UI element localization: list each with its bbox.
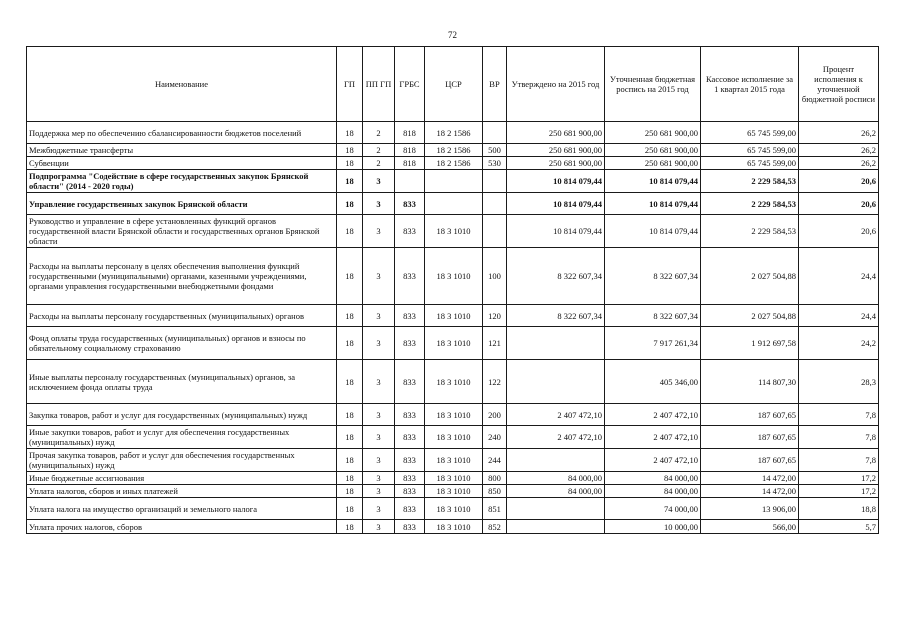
cell-csr: 18 3 1010 xyxy=(425,404,483,426)
cell-cash: 566,00 xyxy=(701,520,799,534)
cell-percent: 20,6 xyxy=(799,215,879,248)
cell-percent: 24,4 xyxy=(799,248,879,305)
table-body xyxy=(27,122,879,534)
cell-cash: 65 745 599,00 xyxy=(701,157,799,170)
cell-refined: 2 407 472,10 xyxy=(605,449,701,472)
cell-approved xyxy=(507,498,605,520)
cell-gp: 18 xyxy=(337,485,363,498)
cell-csr: 18 3 1010 xyxy=(425,248,483,305)
table-row xyxy=(27,305,879,327)
cell-vr xyxy=(483,215,507,248)
cell-csr: 18 3 1010 xyxy=(425,498,483,520)
cell-percent: 26,2 xyxy=(799,144,879,157)
cell-vr: 530 xyxy=(483,157,507,170)
cell-cash: 1 912 697,58 xyxy=(701,327,799,360)
col-gp-header: ГП xyxy=(337,47,363,122)
cell-ppgp: 3 xyxy=(363,426,395,449)
col-percent-header: Процент исполнения к уточненной бюджетной росписи xyxy=(799,47,879,122)
cell-approved: 84 000,00 xyxy=(507,472,605,485)
cell-ppgp: 3 xyxy=(363,193,395,215)
cell-approved: 250 681 900,00 xyxy=(507,144,605,157)
cell-csr xyxy=(425,170,483,193)
cell-percent: 7,8 xyxy=(799,426,879,449)
cell-csr: 18 3 1010 xyxy=(425,215,483,248)
cell-approved: 250 681 900,00 xyxy=(507,157,605,170)
cell-vr: 851 xyxy=(483,498,507,520)
cell-csr: 18 3 1010 xyxy=(425,520,483,534)
cell-approved xyxy=(507,449,605,472)
cell-name: Управление государственных закупок Брянской области xyxy=(27,193,337,215)
cell-approved: 2 407 472,10 xyxy=(507,404,605,426)
cell-ppgp: 3 xyxy=(363,472,395,485)
cell-grbs: 833 xyxy=(395,472,425,485)
cell-grbs: 833 xyxy=(395,404,425,426)
cell-refined: 250 681 900,00 xyxy=(605,157,701,170)
col-csr-header: ЦСР xyxy=(425,47,483,122)
cell-approved xyxy=(507,327,605,360)
cell-percent: 18,8 xyxy=(799,498,879,520)
cell-refined: 10 814 079,44 xyxy=(605,170,701,193)
cell-gp: 18 xyxy=(337,327,363,360)
cell-percent: 26,2 xyxy=(799,122,879,144)
cell-grbs: 833 xyxy=(395,520,425,534)
cell-ppgp: 3 xyxy=(363,449,395,472)
cell-vr: 800 xyxy=(483,472,507,485)
cell-vr: 240 xyxy=(483,426,507,449)
cell-grbs: 818 xyxy=(395,144,425,157)
cell-cash: 65 745 599,00 xyxy=(701,122,799,144)
cell-ppgp: 3 xyxy=(363,305,395,327)
cell-refined: 2 407 472,10 xyxy=(605,426,701,449)
cell-ppgp: 3 xyxy=(363,404,395,426)
cell-grbs: 818 xyxy=(395,157,425,170)
cell-refined: 84 000,00 xyxy=(605,472,701,485)
cell-vr: 500 xyxy=(483,144,507,157)
table-row xyxy=(27,404,879,426)
cell-ppgp: 3 xyxy=(363,485,395,498)
col-name-header: Наименование xyxy=(27,47,337,122)
cell-approved: 2 407 472,10 xyxy=(507,426,605,449)
cell-ppgp: 3 xyxy=(363,248,395,305)
cell-cash: 65 745 599,00 xyxy=(701,144,799,157)
cell-refined: 10 000,00 xyxy=(605,520,701,534)
cell-grbs: 833 xyxy=(395,305,425,327)
cell-gp: 18 xyxy=(337,360,363,404)
col-cash-header: Кассовое исполнение за 1 квартал 2015 года xyxy=(701,47,799,122)
cell-name: Фонд оплаты труда государственных (муниципальных) органов и взносы по обязательному социальному страхованию xyxy=(27,327,337,360)
cell-csr: 18 3 1010 xyxy=(425,426,483,449)
cell-csr: 18 3 1010 xyxy=(425,360,483,404)
table-row xyxy=(27,157,879,170)
table-row xyxy=(27,426,879,449)
cell-refined: 74 000,00 xyxy=(605,498,701,520)
table-row xyxy=(27,327,879,360)
cell-cash: 2 027 504,88 xyxy=(701,305,799,327)
cell-approved: 8 322 607,34 xyxy=(507,248,605,305)
cell-name: Уплата прочих налогов, сборов xyxy=(27,520,337,534)
header-row xyxy=(27,47,879,122)
cell-name: Поддержка мер по обеспечению сбалансированности бюджетов поселений xyxy=(27,122,337,144)
table-row xyxy=(27,144,879,157)
cell-name: Уплата налога на имущество организаций и земельного налога xyxy=(27,498,337,520)
cell-vr: 100 xyxy=(483,248,507,305)
col-refined-header: Уточненная бюджетная роспись на 2015 год xyxy=(605,47,701,122)
cell-vr: 852 xyxy=(483,520,507,534)
col-grbs-header: ГРБС xyxy=(395,47,425,122)
cell-name: Иные выплаты персоналу государственных (муниципальных) органов, за исключением фонда оплаты труда xyxy=(27,360,337,404)
table-row xyxy=(27,520,879,534)
cell-cash: 2 229 584,53 xyxy=(701,170,799,193)
cell-name: Субвенции xyxy=(27,157,337,170)
cell-csr: 18 3 1010 xyxy=(425,472,483,485)
cell-gp: 18 xyxy=(337,122,363,144)
cell-grbs: 833 xyxy=(395,360,425,404)
cell-percent: 20,6 xyxy=(799,193,879,215)
cell-vr: 244 xyxy=(483,449,507,472)
cell-approved xyxy=(507,360,605,404)
cell-grbs: 833 xyxy=(395,215,425,248)
cell-gp: 18 xyxy=(337,170,363,193)
cell-refined: 250 681 900,00 xyxy=(605,144,701,157)
table-row xyxy=(27,248,879,305)
col-approved-header: Утверждено на 2015 год xyxy=(507,47,605,122)
cell-gp: 18 xyxy=(337,449,363,472)
cell-percent: 24,4 xyxy=(799,305,879,327)
cell-vr: 122 xyxy=(483,360,507,404)
page-number: 72 xyxy=(448,30,457,40)
cell-ppgp: 2 xyxy=(363,144,395,157)
cell-ppgp: 3 xyxy=(363,170,395,193)
cell-percent: 5,7 xyxy=(799,520,879,534)
cell-cash: 13 906,00 xyxy=(701,498,799,520)
cell-grbs: 833 xyxy=(395,327,425,360)
table-row xyxy=(27,122,879,144)
cell-approved: 8 322 607,34 xyxy=(507,305,605,327)
cell-cash: 187 607,65 xyxy=(701,449,799,472)
cell-gp: 18 xyxy=(337,248,363,305)
cell-name: Уплата налогов, сборов и иных платежей xyxy=(27,485,337,498)
cell-grbs: 833 xyxy=(395,449,425,472)
cell-approved: 84 000,00 xyxy=(507,485,605,498)
cell-refined: 84 000,00 xyxy=(605,485,701,498)
cell-vr xyxy=(483,122,507,144)
cell-name: Руководство и управление в сфере установленных функций органов государственной власти Брянской области и государственных органов Брянской области xyxy=(27,215,337,248)
table-row xyxy=(27,215,879,248)
cell-csr: 18 2 1586 xyxy=(425,122,483,144)
cell-csr: 18 3 1010 xyxy=(425,485,483,498)
cell-name: Подпрограмма "Содействие в сфере государственных закупок Брянской области" (2014 - 2020 годы) xyxy=(27,170,337,193)
cell-ppgp: 3 xyxy=(363,498,395,520)
table-row xyxy=(27,485,879,498)
cell-refined: 7 917 261,34 xyxy=(605,327,701,360)
cell-name: Иные бюджетные ассигнования xyxy=(27,472,337,485)
cell-csr: 18 2 1586 xyxy=(425,157,483,170)
cell-ppgp: 2 xyxy=(363,157,395,170)
cell-ppgp: 3 xyxy=(363,520,395,534)
cell-gp: 18 xyxy=(337,157,363,170)
cell-gp: 18 xyxy=(337,498,363,520)
cell-grbs: 833 xyxy=(395,426,425,449)
cell-percent: 24,2 xyxy=(799,327,879,360)
cell-gp: 18 xyxy=(337,472,363,485)
cell-gp: 18 xyxy=(337,404,363,426)
cell-name: Иные закупки товаров, работ и услуг для обеспечения государственных (муниципальных) нужд xyxy=(27,426,337,449)
cell-refined: 250 681 900,00 xyxy=(605,122,701,144)
cell-vr: 200 xyxy=(483,404,507,426)
cell-vr: 121 xyxy=(483,327,507,360)
cell-csr: 18 3 1010 xyxy=(425,449,483,472)
cell-name: Закупка товаров, работ и услуг для государственных (муниципальных) нужд xyxy=(27,404,337,426)
cell-ppgp: 3 xyxy=(363,327,395,360)
cell-name: Прочая закупка товаров, работ и услуг для обеспечения государственных (муниципальных) нужд xyxy=(27,449,337,472)
cell-vr: 850 xyxy=(483,485,507,498)
cell-gp: 18 xyxy=(337,215,363,248)
cell-gp: 18 xyxy=(337,520,363,534)
cell-refined: 10 814 079,44 xyxy=(605,215,701,248)
cell-cash: 114 807,30 xyxy=(701,360,799,404)
cell-ppgp: 3 xyxy=(363,360,395,404)
cell-cash: 2 229 584,53 xyxy=(701,215,799,248)
col-ppgp-header: ПП ГП xyxy=(363,47,395,122)
cell-refined: 2 407 472,10 xyxy=(605,404,701,426)
cell-csr: 18 3 1010 xyxy=(425,327,483,360)
cell-refined: 8 322 607,34 xyxy=(605,305,701,327)
table-row xyxy=(27,498,879,520)
cell-grbs xyxy=(395,170,425,193)
cell-approved xyxy=(507,520,605,534)
cell-percent: 7,8 xyxy=(799,449,879,472)
cell-grbs: 833 xyxy=(395,193,425,215)
cell-ppgp: 2 xyxy=(363,122,395,144)
cell-gp: 18 xyxy=(337,144,363,157)
cell-cash: 187 607,65 xyxy=(701,404,799,426)
cell-grbs: 833 xyxy=(395,498,425,520)
cell-percent: 7,8 xyxy=(799,404,879,426)
cell-cash: 14 472,00 xyxy=(701,472,799,485)
cell-cash: 2 229 584,53 xyxy=(701,193,799,215)
cell-csr xyxy=(425,193,483,215)
cell-csr: 18 3 1010 xyxy=(425,305,483,327)
cell-cash: 187 607,65 xyxy=(701,426,799,449)
col-vr-header: ВР xyxy=(483,47,507,122)
cell-csr: 18 2 1586 xyxy=(425,144,483,157)
cell-percent: 26,2 xyxy=(799,157,879,170)
cell-cash: 2 027 504,88 xyxy=(701,248,799,305)
cell-approved: 10 814 079,44 xyxy=(507,170,605,193)
cell-percent: 28,3 xyxy=(799,360,879,404)
cell-gp: 18 xyxy=(337,426,363,449)
table-row xyxy=(27,170,879,193)
cell-vr xyxy=(483,170,507,193)
table-row xyxy=(27,193,879,215)
cell-grbs: 833 xyxy=(395,248,425,305)
cell-gp: 18 xyxy=(337,305,363,327)
cell-grbs: 818 xyxy=(395,122,425,144)
cell-ppgp: 3 xyxy=(363,215,395,248)
cell-refined: 405 346,00 xyxy=(605,360,701,404)
cell-percent: 17,2 xyxy=(799,472,879,485)
cell-name: Расходы на выплаты персоналу государственных (муниципальных) органов xyxy=(27,305,337,327)
cell-vr xyxy=(483,193,507,215)
cell-refined: 8 322 607,34 xyxy=(605,248,701,305)
budget-table xyxy=(26,46,879,534)
table-row xyxy=(27,449,879,472)
cell-name: Расходы на выплаты персоналу в целях обеспечения выполнения функций государственными (муниципальными) органами, казенными учреждениями, органами управления государственными внебюджетными фондами xyxy=(27,248,337,305)
cell-approved: 250 681 900,00 xyxy=(507,122,605,144)
cell-vr: 120 xyxy=(483,305,507,327)
cell-refined: 10 814 079,44 xyxy=(605,193,701,215)
cell-approved: 10 814 079,44 xyxy=(507,193,605,215)
table-row xyxy=(27,360,879,404)
cell-percent: 20,6 xyxy=(799,170,879,193)
cell-grbs: 833 xyxy=(395,485,425,498)
cell-approved: 10 814 079,44 xyxy=(507,215,605,248)
cell-percent: 17,2 xyxy=(799,485,879,498)
cell-cash: 14 472,00 xyxy=(701,485,799,498)
cell-gp: 18 xyxy=(337,193,363,215)
table-row xyxy=(27,472,879,485)
cell-name: Межбюджетные трансферты xyxy=(27,144,337,157)
